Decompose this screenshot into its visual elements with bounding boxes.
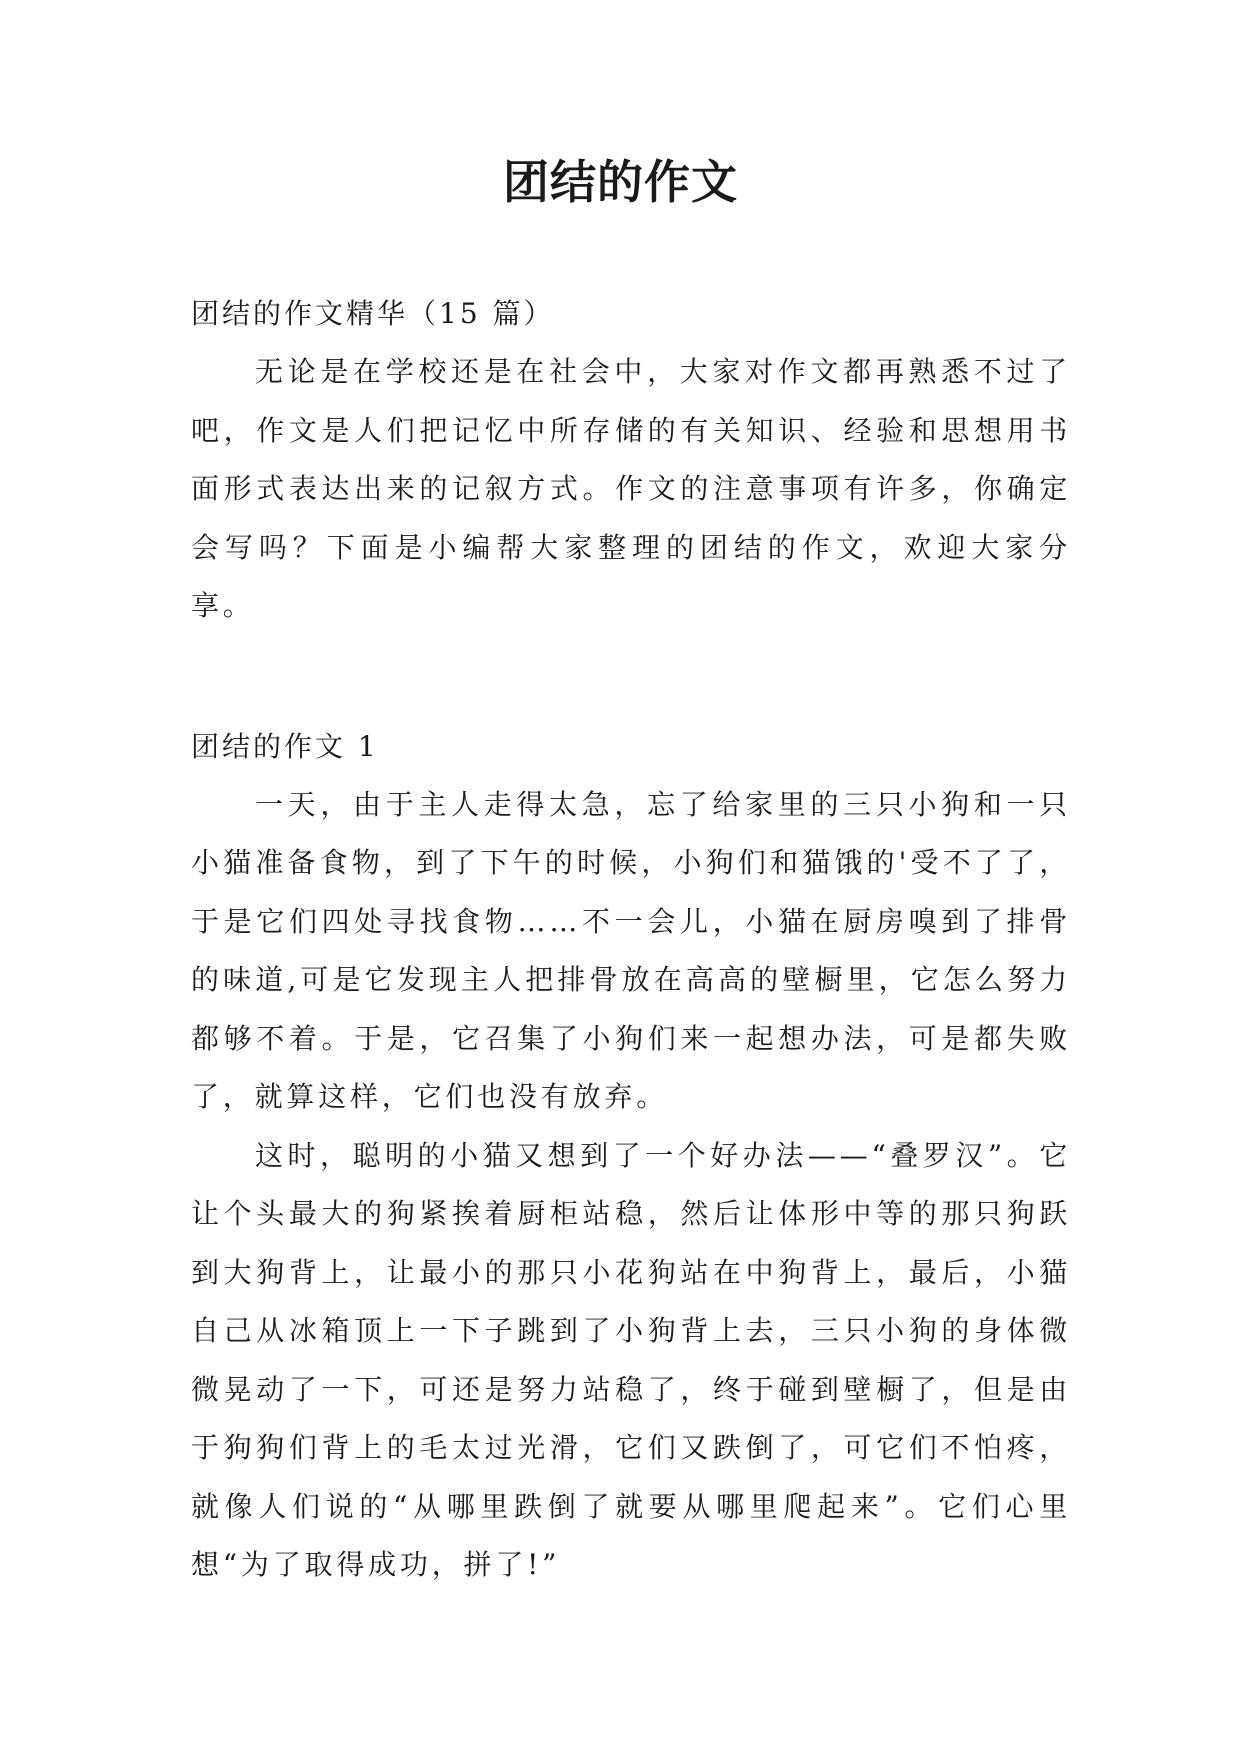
intro-paragraph: 无论是在学校还是在社会中，大家对作文都再熟悉不过了吧，作文是人们把记忆中所存储的有关知识、经验和思想用书面形式表达出来的记叙方式。作文的注意事项有许多，你确定会写吗？下面是小编帮大家整理的团结的作文，欢迎大家分享。 [191, 355, 1071, 622]
essay-1-heading: 团结的作文 1 [191, 729, 379, 763]
essay-1-paragraph-2: 这时，聪明的小猫又想到了一个好办法——“叠罗汉”。它让个头最大的狗紧挨着厨柜站稳，然后让体形中等的那只狗跃到大狗背上，让最小的那只小花狗站在中狗背上，最后，小猫自己从冰箱顶上一下子跳到了小狗背上去，三只小狗的身体微微晃动了一下，可还是努力站稳了，终于碰到壁橱了，但是由于狗狗们背上的毛太过光滑，它们又跌倒了，可它们不怕疼，就像人们说的“从哪里跌倒了就要从哪里爬起来”。它们心里想“为了取得成功，拼了!” [191, 1138, 1071, 1581]
essay-1-paragraph-1: 一天，由于主人走得太急，忘了给家里的三只小狗和一只小猫准备食物，到了下午的时候，小狗们和猫饿的'受不了了，于是它们四处寻找食物……不一会儿，小猫在厨房嗅到了排骨的味道,可是它发现主人把排骨放在高高的壁橱里，它怎么努力都够不着。于是，它召集了小狗们来一起想办法，可是都失败了，就算这样，它们也没有放弃。 [191, 787, 1071, 1113]
document-body [191, 285, 1071, 1595]
intro-heading: 团结的作文精华（15 篇） [191, 297, 555, 330]
document-title: 团结的作文 [503, 155, 738, 209]
section-spacer [191, 636, 1071, 718]
